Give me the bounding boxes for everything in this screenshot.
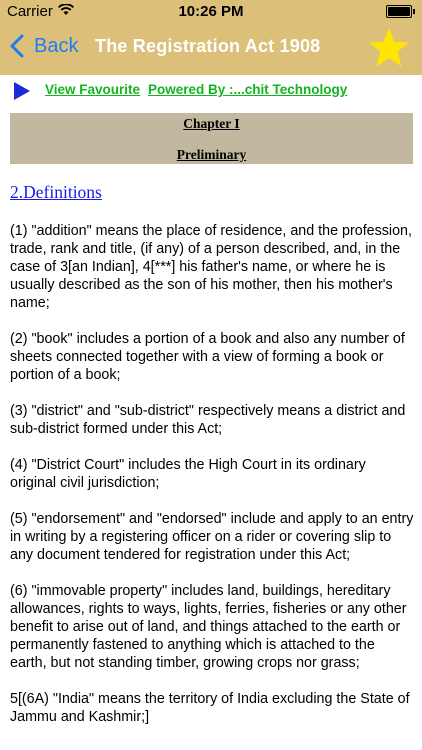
battery-icon xyxy=(386,5,412,18)
chevron-left-icon xyxy=(8,34,28,58)
powered-by-link[interactable]: Powered By :...chit Technology xyxy=(148,82,348,97)
nav-bar xyxy=(0,22,422,75)
back-label: Back xyxy=(34,34,79,57)
play-icon[interactable] xyxy=(14,82,30,100)
chapter-number: Chapter I xyxy=(183,116,240,131)
definition-paragraph: (5) "endorsement" and "endorsed" include and apply to an entry in writing by a registering officer on a rider or covering slip to any document tendered for registration under this Act; xyxy=(10,511,414,563)
definition-paragraph: (1) "addition" means the place of residence, and the profession, trade, rank and title, (if any) of a person described, and, in the case of 3[an Indian], 4[***] his father's name, or where he is usually described as the son of his mother, then his mother's name; xyxy=(10,223,412,311)
carrier-label: Carrier xyxy=(7,3,53,20)
status-bar xyxy=(0,0,422,22)
app-header xyxy=(0,0,422,75)
status-time: 10:26 PM xyxy=(178,3,244,20)
definition-paragraph: 5[(6A) "India" means the territory of India excluding the State of Jammu and Kashmir;] xyxy=(10,691,410,725)
page-title: The Registration Act 1908 xyxy=(95,36,321,56)
link-bar xyxy=(0,78,422,104)
section-title-link[interactable]: 2.Definitions xyxy=(10,182,102,202)
chapter-name: Preliminary xyxy=(176,147,247,162)
definition-paragraph: (2) "book" includes a portion of a book and also any number of sheets connected together with a view of forming a book or portion of a book; xyxy=(10,331,405,383)
definition-paragraph: (4) "District Court" includes the High Court in its ordinary original civil jurisdiction; xyxy=(10,457,366,491)
section-content xyxy=(10,222,415,744)
back-button[interactable] xyxy=(8,34,78,58)
definition-paragraph: (6) "immovable property" includes land, buildings, hereditary allowances, rights to ways, lights, ferries, fisheries or any other benefit to arise out of land, and things attached to the earth or permanently fastened to anything which is attached to the earth, but not standing timber, growing crops nor grass; xyxy=(10,583,407,671)
star-icon[interactable] xyxy=(368,27,410,69)
chapter-header xyxy=(10,113,413,164)
view-favourite-link[interactable]: View Favourite xyxy=(45,82,141,97)
definition-paragraph: (3) "district" and "sub-district" respectively means a district and sub-district formed under this Act; xyxy=(10,403,406,437)
